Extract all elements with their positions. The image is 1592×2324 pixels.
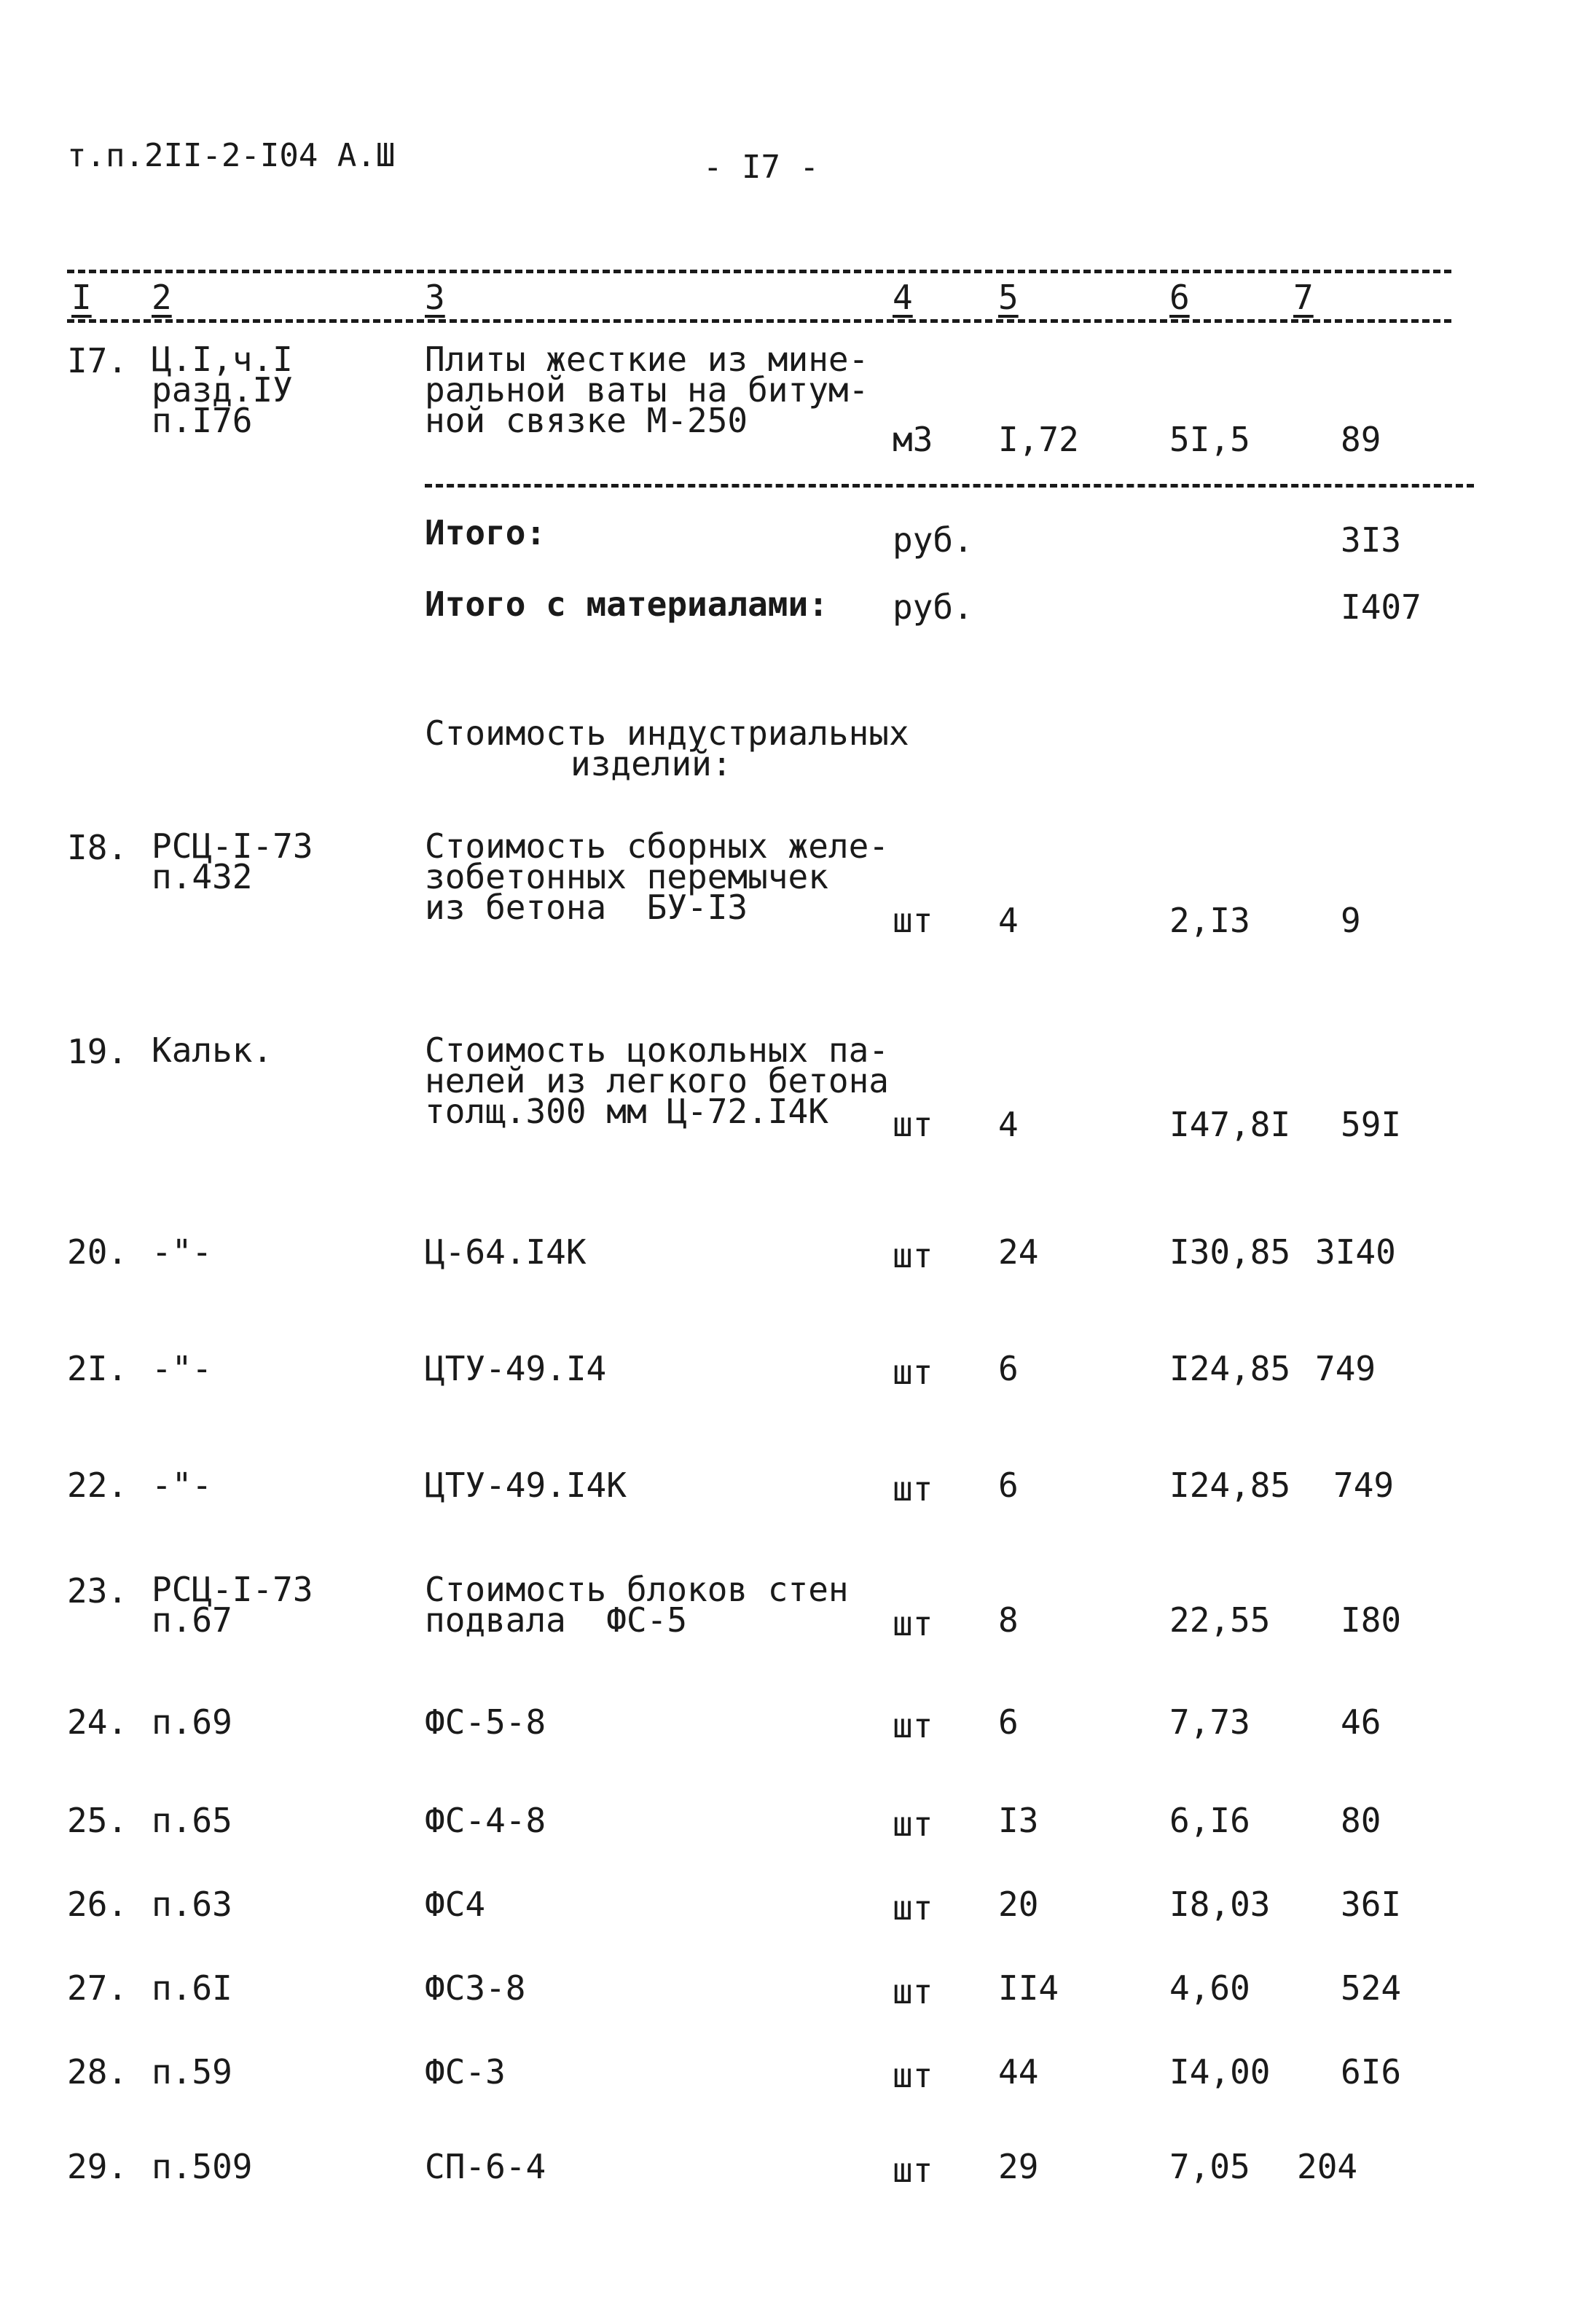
row-total: 6I6: [1341, 2052, 1402, 2092]
row-unit-price: I24,85: [1169, 1466, 1291, 1505]
row-number: 23.: [67, 1571, 128, 1611]
row-number: 22.: [67, 1466, 128, 1505]
total-value: 3I3: [1341, 520, 1402, 560]
row-description: СП-6-4: [425, 2147, 546, 2186]
row-total: 59I: [1341, 1105, 1402, 1144]
row-unit: шт: [893, 1469, 933, 1509]
row-quantity: 24: [998, 1232, 1039, 1272]
row-description: ФС-3: [425, 2052, 506, 2092]
row-unit: шт: [893, 1972, 933, 2011]
total-with-materials-unit: руб.: [893, 587, 973, 627]
row-quantity: II4: [998, 1968, 1059, 2008]
row-unit-price: 7,05: [1169, 2147, 1250, 2186]
subtotal-rule: [425, 484, 1474, 488]
row-description: Ц-64.I4К: [425, 1232, 587, 1272]
row-total: 749: [1333, 1466, 1395, 1505]
row-unit: шт: [893, 1706, 933, 1745]
row-reference: п.63: [152, 1885, 232, 1924]
row-description: Стоимость блоков стен подвала ФС-5: [425, 1570, 849, 1640]
row-unit: шт: [893, 2056, 933, 2095]
row-quantity: 6: [998, 1349, 1019, 1388]
row-description: ЦТУ-49.I4: [425, 1349, 607, 1388]
row-unit: шт: [893, 1105, 933, 1144]
row-unit-price: I47,8I: [1169, 1105, 1291, 1144]
row-quantity: I,72: [998, 420, 1079, 459]
row-total: 36I: [1341, 1885, 1402, 1924]
row-description: ЦТУ-49.I4К: [425, 1466, 627, 1505]
row-reference: РСЦ-I-73 п.67: [152, 1570, 313, 1640]
row-total: 749: [1315, 1349, 1376, 1388]
row-unit-price: 6,I6: [1169, 1801, 1250, 1840]
row-unit: шт: [893, 1236, 933, 1275]
row-reference: Ц.I,ч.I разд.IУ п.I76: [152, 340, 293, 440]
row-total: 9: [1341, 901, 1361, 940]
header-bottom-rule: [67, 319, 1451, 323]
row-description: ФС3-8: [425, 1968, 526, 2008]
row-total: 524: [1341, 1968, 1402, 2008]
row-description: Плиты жесткие из мине- ральной ваты на битум- ной связке М-250: [425, 340, 869, 440]
row-quantity: 6: [998, 1466, 1019, 1505]
row-unit: шт: [893, 2151, 933, 2190]
row-reference: п.69: [152, 1702, 232, 1742]
row-unit-price: 5I,5: [1169, 420, 1250, 459]
row-total: 46: [1341, 1702, 1381, 1742]
row-unit-price: I8,03: [1169, 1885, 1271, 1924]
row-reference: -"-: [152, 1349, 213, 1388]
row-number: 28.: [67, 2052, 128, 2092]
row-unit: шт: [893, 1888, 933, 1928]
row-description: Стоимость цокольных па- нелей из легкого бетона толщ.300 мм Ц-72.I4К: [425, 1030, 889, 1131]
row-total: 3I40: [1315, 1232, 1396, 1272]
row-number: 29.: [67, 2147, 128, 2186]
section-heading: Стоимость индустриальных изделий:: [425, 713, 909, 783]
column-header-7: 7: [1293, 278, 1314, 317]
row-total: I80: [1341, 1600, 1402, 1640]
row-number: I8.: [67, 828, 128, 867]
row-unit: м3: [893, 420, 933, 459]
row-total: 204: [1297, 2147, 1358, 2186]
row-unit-price: I4,00: [1169, 2052, 1271, 2092]
row-quantity: I3: [998, 1801, 1039, 1840]
row-unit-price: 7,73: [1169, 1702, 1250, 1742]
row-number: 20.: [67, 1232, 128, 1272]
total-label: Итого:: [425, 513, 546, 552]
row-unit-price: I30,85: [1169, 1232, 1291, 1272]
column-header-2: 2: [152, 278, 172, 317]
row-total: 89: [1341, 420, 1381, 459]
header-top-rule: [67, 270, 1451, 273]
row-unit-price: 2,I3: [1169, 901, 1250, 940]
row-unit: шт: [893, 1353, 933, 1392]
row-reference: -"-: [152, 1466, 213, 1505]
document-code: т.п.2II-2-I04 А.Ш: [67, 137, 396, 174]
row-quantity: 20: [998, 1885, 1039, 1924]
row-reference: п.6I: [152, 1968, 232, 2008]
column-header-5: 5: [998, 278, 1019, 317]
row-number: 2I.: [67, 1349, 128, 1388]
total-with-materials-label: Итого с материалами:: [425, 584, 828, 624]
row-description: Стоимость сборных желе- зобетонных перемычек из бетона БУ-I3: [425, 826, 889, 927]
row-reference: РСЦ-I-73 п.432: [152, 826, 313, 896]
row-number: 24.: [67, 1702, 128, 1742]
row-unit: шт: [893, 1604, 933, 1643]
column-header-3: 3: [425, 278, 445, 317]
row-unit-price: 4,60: [1169, 1968, 1250, 2008]
column-header-6: 6: [1169, 278, 1190, 317]
row-quantity: 8: [998, 1600, 1019, 1640]
row-quantity: 44: [998, 2052, 1039, 2092]
row-reference: -"-: [152, 1232, 213, 1272]
row-reference: п.509: [152, 2147, 253, 2186]
row-unit: шт: [893, 901, 933, 940]
row-unit: шт: [893, 1804, 933, 1844]
row-quantity: 4: [998, 1105, 1019, 1144]
row-number: 19.: [67, 1032, 128, 1071]
row-number: 26.: [67, 1885, 128, 1924]
row-description: ФС4: [425, 1885, 486, 1924]
row-number: 27.: [67, 1968, 128, 2008]
column-header-1: I: [71, 278, 92, 317]
row-quantity: 29: [998, 2147, 1039, 2186]
row-unit-price: I24,85: [1169, 1349, 1291, 1388]
row-number: I7.: [67, 341, 128, 380]
row-unit-price: 22,55: [1169, 1600, 1271, 1640]
row-description: ФС-5-8: [425, 1702, 546, 1742]
row-reference: Кальк.: [152, 1030, 273, 1070]
row-reference: п.59: [152, 2052, 232, 2092]
row-quantity: 4: [998, 901, 1019, 940]
row-quantity: 6: [998, 1702, 1019, 1742]
row-reference: п.65: [152, 1801, 232, 1840]
total-unit: руб.: [893, 520, 973, 560]
total-with-materials-value: I407: [1341, 587, 1422, 627]
row-number: 25.: [67, 1801, 128, 1840]
row-description: ФС-4-8: [425, 1801, 546, 1840]
column-header-4: 4: [893, 278, 913, 317]
page-number: - I7 -: [703, 149, 819, 186]
row-total: 80: [1341, 1801, 1381, 1840]
